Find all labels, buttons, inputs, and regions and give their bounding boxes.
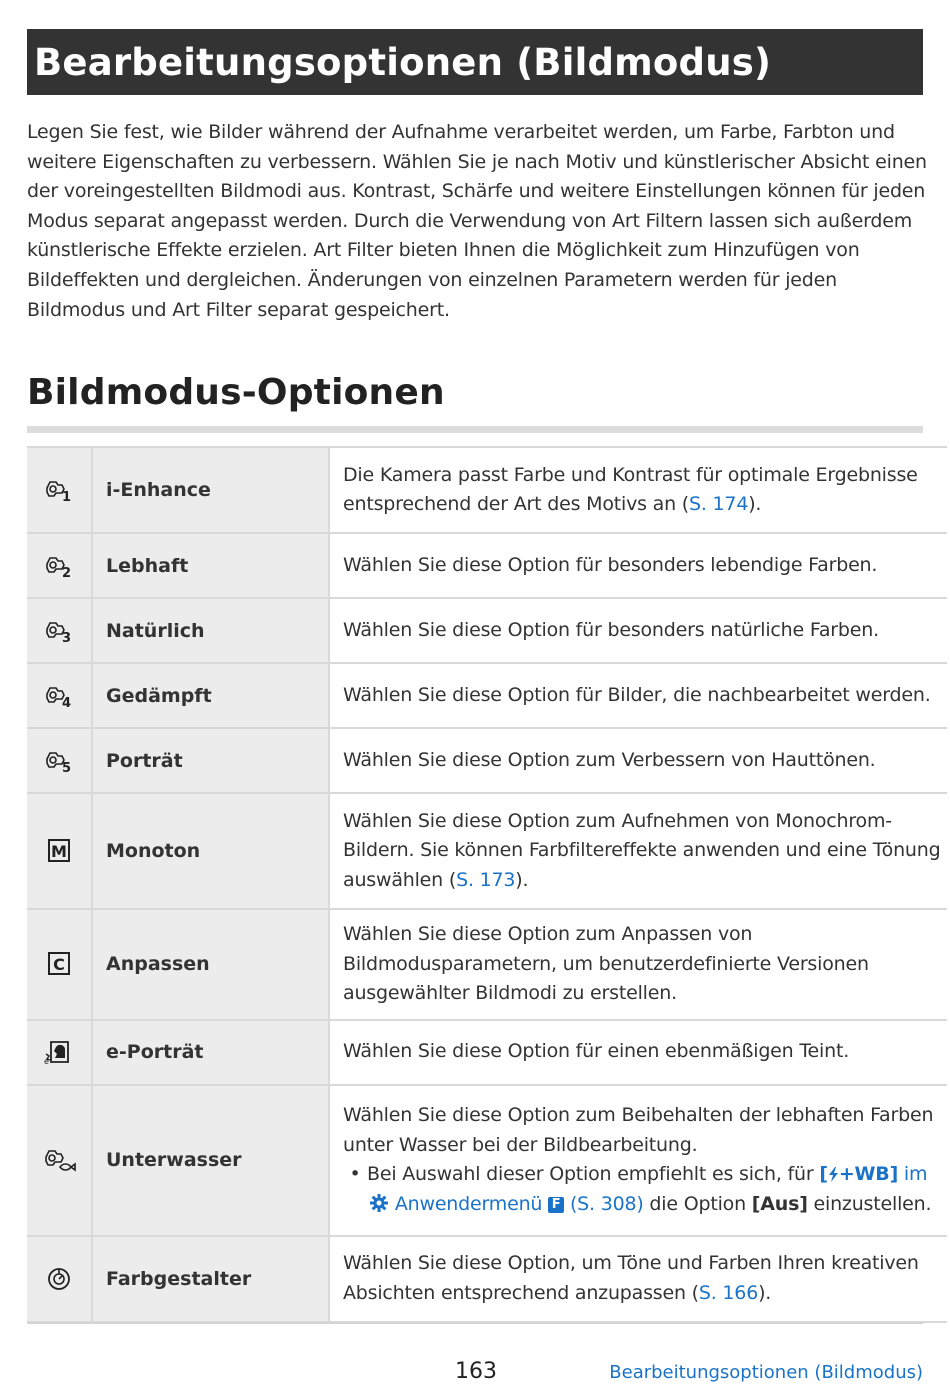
mode-name: i-Enhance [92,447,329,533]
intro-paragraph: Legen Sie fest, wie Bilder während der Aufnahme verarbeitet werden, um Farbe, Farbton und weitere Eigenschaften zu verbessern. Wählen Sie je nach Motiv und künstlerischer Absicht einen der voreingestellten Bildmodi aus. Kontrast, Schärfe und weitere Einstellungen können für jeden Modus separat angepasst werden. Durch die Verwendung von Art Filtern lassen sich außerdem künstlerische Effekte erzielen. Art Filter bieten Ihnen die Möglichkeit zum Hinzufügen von Bildeffekten und dergleichen. Änderungen von einzelnen Parametern werden für jeden Bildmodus und Art Filter separat gespeichert. [27,121,927,321]
table-row: 1 i-Enhance Die Kamera passt Farbe und Kontrast für optimale Ergebnisse entsprechend der Art des Motivs an (S. 174). [27,447,947,533]
mode-description: Wählen Sie diese Option für einen ebenmäßigen Teint. [329,1020,947,1085]
mode-name: Natürlich [92,598,329,663]
flash-icon [828,1167,839,1182]
table-row [27,598,947,663]
table-row: M Monoton Wählen Sie diese Option zum Aufnehmen von Monochrom-Bildern. Sie können Farbfiltereffekte anwenden und eine Tönung auswählen (S. 173). [27,793,947,909]
svg-text:2: 2 [62,565,72,580]
mode-name: Anpassen [92,909,329,1020]
custom-menu-link[interactable]: Anwendermenü [394,1192,543,1215]
svg-text:5: 5 [62,760,72,775]
table-row: Unterwasser Wählen Sie diese Option zum Beibehalten der lebhaften Farben unter Wasser bei der Bildbearbeitung. • Bei Auswahl dieser Option empfiehlt es sich, für [ +WB] im Anwendermenü F (S. 308) die Option [Aus] einzustellen. [27,1085,947,1236]
mode-name: e-Porträt [92,1020,329,1085]
mode-description: Wählen Sie diese Option für besonders lebendige Farben. [329,533,947,598]
mode-name: Monoton [92,793,329,909]
svg-text:e: e [44,1057,49,1066]
mode-description: Wählen Sie diese Option zum Verbessern von Hauttönen. [329,728,947,793]
picture-mode-3-icon [42,617,76,645]
mode-name: Unterwasser [92,1085,329,1236]
table-row [27,663,947,728]
mode-description: Die Kamera passt Farbe und Kontrast für optimale Ergebnisse entsprechend der Art des Motivs an ( [343,463,918,515]
mode-description: Wählen Sie diese Option, um Töne und Farben Ihren kreativen Absichten entsprechend anzupassen ( [343,1252,919,1304]
mode-name: Lebhaft [92,533,329,598]
mode-description: Wählen Sie diese Option für besonders natürliche Farben. [329,598,947,663]
mode-name: Gedämpft [92,663,329,728]
svg-text:3: 3 [62,630,72,645]
page-link[interactable]: S. 174 [689,493,749,515]
picture-mode-5-icon [42,747,76,775]
svg-text:1: 1 [62,490,72,504]
svg-text:M: M [51,842,67,861]
svg-text:4: 4 [62,695,72,710]
page-link[interactable]: S. 173 [456,868,516,891]
picture-mode-2-icon [42,552,76,580]
picture-mode-4-icon [42,682,76,710]
note-bullet: • Bei Auswahl dieser Option empfiehlt es sich, für [ +WB] im [349,1163,928,1185]
gear-icon [369,1193,389,1213]
mode-description: Wählen Sie diese Option zum Aufnehmen von Monochrom-Bildern. Sie können Farbfiltereffekte anwenden und eine Tönung auswählen ( [343,809,941,891]
menu-tab-f-icon: F [548,1197,564,1213]
mode-description: Wählen Sie diese Option für Bilder, die nachbearbeitet werden. [329,663,947,728]
footer-divider [27,1322,923,1324]
mode-description: Wählen Sie diese Option zum Anpassen von Bildmodusparametern, um benutzerdefinierte Versionen ausgewählter Bildmodi zu erstellen. [329,909,947,1020]
svg-text:C: C [53,955,65,975]
table-row: Farbgestalter Wählen Sie diese Option, um Töne und Farben Ihren kreativen Absichten entsprechend anzupassen (S. 166). [27,1236,947,1322]
table-row [27,533,947,598]
table-row [27,909,947,1020]
color-creator-icon [42,1265,76,1293]
monotone-m-icon [42,837,76,865]
section-title: Bildmodus-Optionen [27,372,445,413]
mode-description: Wählen Sie diese Option zum Beibehalten der lebhaften Farben unter Wasser bei der Bildbearbeitung. [343,1104,934,1156]
e-portrait-icon [42,1038,76,1066]
picture-mode-1-icon [42,476,76,504]
table-row [27,728,947,793]
page-link[interactable]: S. 166 [698,1281,759,1304]
table-row [27,1020,947,1085]
mode-name: Farbgestalter [92,1236,329,1322]
page-title: Bearbeitungsoptionen (Bildmodus) [27,29,923,95]
mode-name: Porträt [92,728,329,793]
underwater-icon [42,1146,76,1174]
page-number: 163 [455,1359,497,1384]
flash-wb-setting[interactable]: [ +WB] [819,1163,899,1185]
page-link[interactable]: (S. 308) [569,1192,644,1215]
footer-chapter-link[interactable]: Bearbeitungsoptionen (Bildmodus) [609,1362,923,1383]
picture-mode-table [27,446,947,1323]
custom-c-icon [42,950,76,978]
section-divider [27,426,923,433]
